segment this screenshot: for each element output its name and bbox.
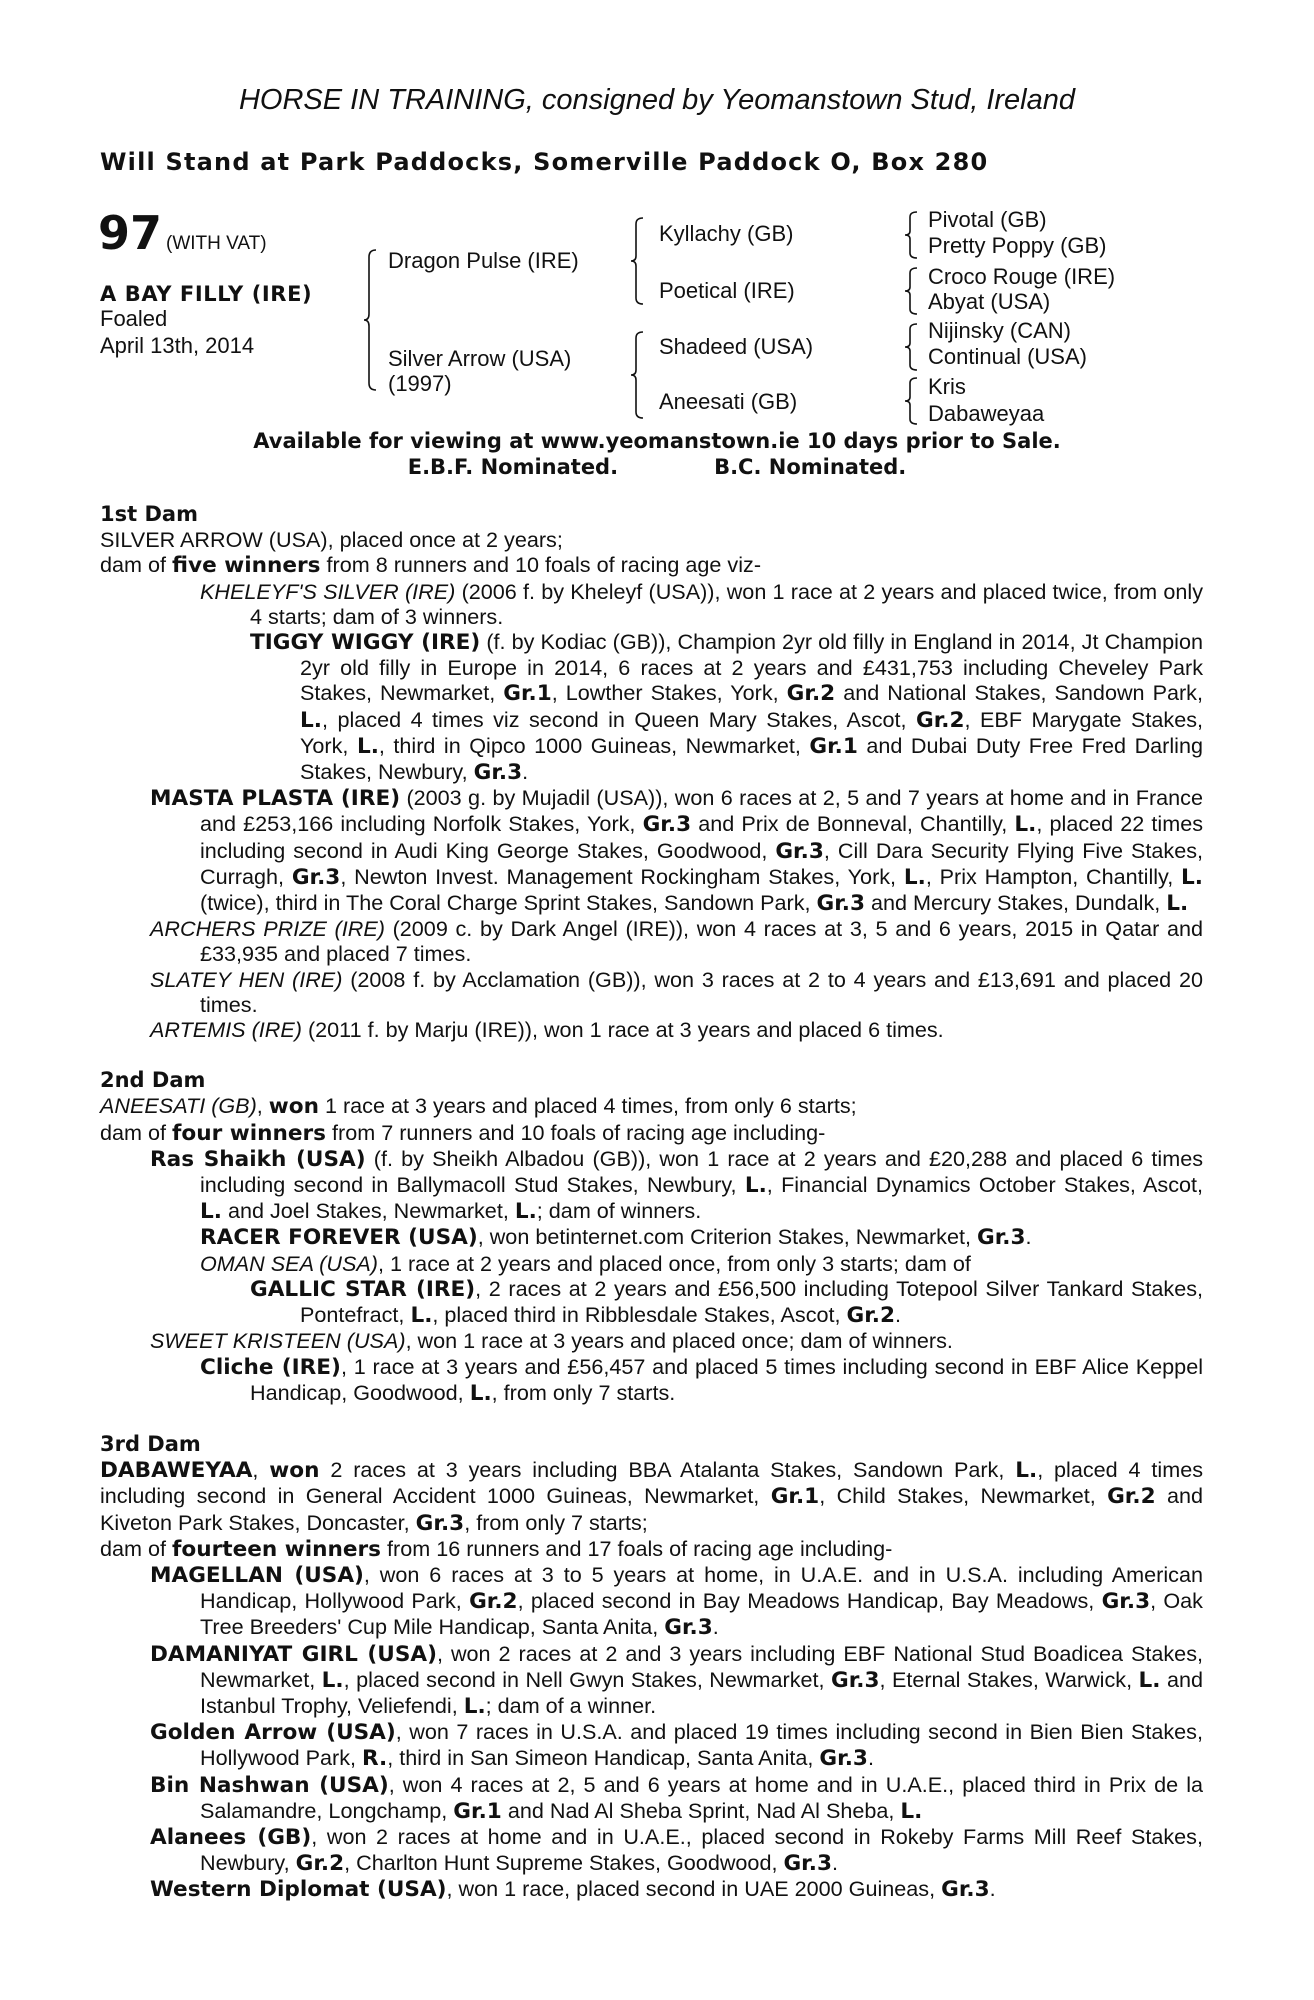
text: , Lowther Stakes, York,: [551, 680, 787, 706]
winners-count: four winners: [172, 1120, 327, 1146]
text: , from only 7 starts.: [491, 1379, 676, 1405]
winners-count: fourteen winners: [172, 1536, 382, 1562]
grade: L.: [300, 707, 322, 733]
text: and Dubai Duty Free Fred Darling Stakes, Newbury,: [300, 732, 1203, 785]
pedigree-g2: Pretty Poppy (GB): [928, 233, 1107, 258]
text: and Istanbul Trophy, Veliefendi,: [200, 1666, 1203, 1718]
page-subtitle: HORSE IN TRAINING, consigned by Yeomanstown Stud, Ireland: [238, 84, 1075, 116]
grade: L.: [903, 864, 926, 890]
list-item: [100, 1276, 1203, 1328]
foaled-label: Foaled: [100, 306, 168, 331]
horse-name: Bin Nashwan (USA): [150, 1772, 389, 1798]
list-item: [100, 1641, 1203, 1720]
text: ,: [252, 1457, 270, 1483]
horse-name: MAGELLAN (USA): [150, 1562, 364, 1588]
grade: L.: [900, 1798, 923, 1824]
horse-name: ARCHERS PRIZE (IRE): [150, 916, 385, 942]
grade: L.: [469, 1380, 492, 1406]
grade: Gr.1: [453, 1798, 502, 1824]
pedigree-notes: [100, 502, 1203, 1903]
horse-name: SWEET KRISTEEN (USA): [150, 1328, 406, 1354]
list-item: [100, 1354, 1203, 1406]
text: (2009 c. by Dark Angel (IRE)), won 4 races at 3, 5 and 6 years, 2015 in Qatar and £33,935 and placed 7 times.: [200, 916, 1203, 967]
list-item: [100, 1719, 1203, 1771]
text: , third in Qipco 1000 Guineas, Newmarket,: [378, 732, 810, 758]
ebf-note: E.B.F. Nominated.: [407, 455, 619, 479]
text: ,: [256, 1093, 269, 1119]
pedigree-g3: Croco Rouge (IRE): [928, 264, 1116, 289]
horse-name: TIGGY WIGGY (IRE): [250, 630, 481, 656]
brace-g3: [905, 322, 919, 372]
pedigree-g5: Nijinsky (CAN): [928, 318, 1071, 343]
text: and Prix de Bonneval, Chantilly,: [691, 811, 1015, 837]
pedigree-sire-dam: Poetical (IRE): [659, 278, 795, 303]
pedigree-dam-year: (1997): [388, 371, 452, 396]
text: , Newton Invest. Management Rockingham Stakes, York,: [340, 863, 904, 889]
grade: L.: [321, 1667, 344, 1693]
text: , won 1 race, placed second in UAE 2000 Guineas,: [446, 1876, 942, 1902]
text: .: [831, 1850, 838, 1876]
grade: L.: [1014, 812, 1037, 838]
brace-main: [364, 248, 378, 392]
horse-name: GALLIC STAR (IRE): [250, 1276, 476, 1302]
text: , won 1 race at 3 years and placed once; dam of winners.: [405, 1328, 953, 1354]
grade: Gr.3: [816, 891, 866, 917]
grade: Gr.3: [642, 812, 692, 838]
text: .: [867, 1745, 874, 1771]
grade: Gr.3: [415, 1510, 465, 1536]
grade: Gr.3: [783, 1851, 832, 1877]
list-item: [100, 916, 1203, 966]
horse-name: Alanees (GB): [150, 1824, 312, 1850]
grade: Gr.3: [830, 1667, 880, 1693]
won-label: won: [268, 1094, 319, 1120]
horse-name: DAMANIYAT GIRL (USA): [150, 1641, 437, 1667]
grade: Gr.3: [941, 1877, 990, 1903]
grade: Gr.3: [473, 760, 523, 786]
text: and Kiveton Park Stakes, Doncaster,: [100, 1483, 1203, 1535]
text: (f. by Kodiac (GB)), Champion 2yr old filly in England in 2014, Jt Champion 2yr old filly in Europe in 2014, 6 races at 2 years and £431,753 including Cheveley Park Stakes, Newmarket,: [300, 629, 1203, 706]
text: (f. by Sheikh Albadou (GB)), won 1 race at 2 years and £20,288 and placed 6 times including second in Ballymacoll Stud Stakes, Newbury,: [200, 1145, 1203, 1198]
pedigree-g7: Kris: [928, 374, 966, 399]
text: dam of: [100, 1535, 173, 1561]
grade: Gr.3: [1101, 1589, 1151, 1615]
text: , won 7 races in U.S.A. and placed 19 times including second in Bien Bien Stakes, Hollywood Park,: [200, 1719, 1203, 1771]
winners-count: five winners: [172, 553, 321, 579]
text: , 1 race at 2 years and placed once, from only 3 starts; dam of: [377, 1250, 971, 1276]
grade: Gr.2: [846, 1303, 896, 1329]
text: , Eternal Stakes, Warwick,: [879, 1666, 1139, 1692]
text: and Nad Al Sheba Sprint, Nad Al Sheba,: [501, 1797, 901, 1823]
text: (2008 f. by Acclamation (GB)), won 3 races at 2 to 4 years and £13,691 and placed 20 times.: [200, 966, 1203, 1017]
list-item: [100, 967, 1203, 1017]
text: , Charlton Hunt Supreme Stakes, Goodwood,: [344, 1850, 784, 1876]
brace-g1: [905, 210, 919, 260]
grade: L.: [1138, 1667, 1161, 1693]
list-item: [100, 1251, 1203, 1276]
text: .: [1025, 1224, 1032, 1250]
horse-name: RACER FOREVER (USA): [200, 1225, 478, 1251]
text: (twice), third in The Coral Charge Sprint Stakes, Sandown Park,: [200, 890, 817, 916]
grade: L.: [200, 1199, 222, 1225]
horse-name: SLATEY HEN (IRE): [150, 966, 343, 992]
text: and Joel Stakes, Newmarket,: [221, 1198, 515, 1224]
third-dam-title: 3rd Dam: [100, 1431, 201, 1456]
pedigree-g1: Pivotal (GB): [928, 207, 1047, 232]
text: ; dam of a winner.: [485, 1692, 657, 1718]
brace-dam: [631, 330, 645, 420]
first-dam-title: 1st Dam: [100, 502, 198, 526]
grade: L.: [356, 733, 379, 759]
text: , 1 race at 3 years and £56,457 and placed 5 times including second in EBF Alice Keppel Handicap, Goodwood,: [250, 1353, 1204, 1405]
horse-name: Ras Shaikh (USA): [150, 1146, 366, 1172]
horse-name: DABAWEYAA: [100, 1458, 253, 1484]
list-item: [100, 1328, 1203, 1353]
pedigree-dam-dam: Aneesati (GB): [659, 389, 798, 414]
grade: R.: [362, 1746, 388, 1772]
pedigree-dam: Silver Arrow (USA): [388, 346, 572, 371]
text: , won 4 races at 2, 5 and 6 years at home and in U.A.E., placed third in Prix de la Salamandre, Longchamp,: [200, 1771, 1203, 1823]
text: dam of: [100, 552, 173, 578]
text: , placed 4 times viz second in Queen Mary Stakes, Ascot,: [321, 706, 916, 732]
first-dam-intro: SILVER ARROW (USA), placed once at 2 years;: [100, 527, 563, 553]
list-item: [100, 629, 1203, 785]
text: 2 races at 3 years including BBA Atalanta Stakes, Sandown Park,: [319, 1457, 1016, 1483]
list-item: [100, 785, 1203, 916]
bc-note: B.C. Nominated.: [714, 455, 907, 479]
first-dam-summary: [100, 552, 1203, 578]
text: dam of: [100, 1119, 173, 1145]
text: from 8 runners and 10 foals of racing age viz-: [320, 552, 762, 578]
text: from 7 runners and 10 foals of racing age including-: [326, 1119, 826, 1145]
pedigree-g4: Abyat (USA): [928, 289, 1051, 314]
text: .: [989, 1876, 996, 1902]
nomination-line: [0, 454, 1314, 480]
text: ; dam of winners.: [536, 1198, 702, 1224]
horse-name: ARTEMIS (IRE): [150, 1017, 302, 1043]
grade: L.: [744, 1173, 767, 1199]
list-item: [100, 579, 1203, 629]
text: , 2 races at 2 years and £56,500 including Totepool Silver Tankard Stakes, Pontefract,: [300, 1275, 1204, 1328]
pedigree-g8: Dabaweyaa: [928, 401, 1045, 426]
lot-foaled: [100, 305, 254, 359]
grade: Gr.2: [916, 707, 965, 733]
text: (2011 f. by Marju (IRE)), won 1 race at 3 years and placed 6 times.: [301, 1017, 944, 1043]
text: , Oak Tree Breeders' Cup Mile Handicap, Santa Anita,: [200, 1588, 1203, 1640]
grade: L.: [410, 1303, 433, 1329]
second-dam-summary: [100, 1120, 1203, 1146]
list-item: [100, 1772, 1203, 1824]
grade: Gr.3: [775, 838, 824, 864]
text: , placed 4 times including second in General Accident 1000 Guineas, Newmarket,: [100, 1457, 1204, 1509]
list-item: [100, 1224, 1203, 1250]
grade: Gr.3: [291, 864, 341, 890]
grade: Gr.3: [819, 1746, 868, 1772]
grade: Gr.1: [503, 681, 552, 707]
grade: Gr.2: [1107, 1484, 1156, 1510]
grade: Gr.3: [664, 1615, 713, 1641]
lot-vat: (WITH VAT): [166, 233, 267, 254]
brace-g2: [905, 266, 919, 316]
sale-notes: [0, 428, 1314, 480]
text: , placed third in Ribblesdale Stakes, Ascot,: [432, 1302, 847, 1328]
list-item: [100, 1146, 1203, 1225]
pedigree-dam-sire: Shadeed (USA): [659, 334, 814, 359]
text: (2006 f. by Kheleyf (USA)), won 1 race at 2 years and placed twice, from only 4 starts; dam of 3 winners.: [250, 578, 1203, 629]
second-dam-intro: [100, 1093, 1203, 1119]
text: , Child Stakes, Newmarket,: [819, 1483, 1108, 1509]
list-item: [100, 1562, 1203, 1641]
grade: L.: [463, 1693, 486, 1719]
grade: Gr.1: [809, 733, 858, 759]
text: , won 6 races at 3 to 5 years at home, in U.A.E. and in U.S.A. including American Handicap, Hollywood Park,: [200, 1561, 1203, 1614]
text: , placed second in Bay Meadows Handicap, Bay Meadows,: [517, 1588, 1102, 1614]
horse-name: ANEESATI (GB): [100, 1093, 257, 1119]
viewing-note: Available for viewing at www.yeomanstown.ie 10 days prior to Sale.: [253, 429, 1061, 453]
third-dam-intro: [100, 1457, 1203, 1536]
venue-line: Will Stand at Park Paddocks, Somerville Paddock O, Box 280: [100, 148, 989, 176]
list-item: [100, 1017, 1203, 1042]
text: , won betinternet.com Criterion Stakes, Newmarket,: [477, 1224, 977, 1250]
horse-name: MASTA PLASTA (IRE): [150, 786, 401, 812]
lot-number: 97: [98, 206, 163, 260]
grade: L.: [1166, 891, 1189, 917]
text: .: [712, 1614, 719, 1640]
second-dam-title: 2nd Dam: [100, 1068, 206, 1093]
text: , placed second in Nell Gwyn Stakes, Newmarket,: [343, 1666, 831, 1692]
text: , from only 7 starts;: [464, 1509, 648, 1535]
text: and National Stakes, Sandown Park,: [835, 680, 1203, 706]
list-item: [100, 1876, 1203, 1902]
lot-name: A BAY FILLY (IRE): [100, 282, 313, 306]
brace-g4: [905, 376, 919, 426]
grade: Gr.2: [469, 1589, 518, 1615]
grade: L.: [1181, 864, 1203, 890]
grade: L.: [1015, 1458, 1038, 1484]
list-item: [100, 1824, 1203, 1876]
pedigree-g6: Continual (USA): [928, 344, 1087, 369]
horse-name: Golden Arrow (USA): [150, 1720, 396, 1746]
grade: L.: [514, 1199, 537, 1225]
horse-name: Western Diplomat (USA): [150, 1877, 447, 1903]
third-dam-summary: [100, 1536, 1203, 1562]
horse-name: KHELEYF'S SILVER (IRE): [200, 578, 456, 604]
horse-name: Cliche (IRE): [200, 1354, 341, 1380]
text: , won 2 races at home and in U.A.E., placed second in Rokeby Farms Mill Reef Stakes, Newbury,: [200, 1823, 1203, 1876]
grade: Gr.1: [770, 1484, 820, 1510]
grade: Gr.3: [976, 1225, 1026, 1251]
won-label: won: [269, 1458, 320, 1484]
pedigree-sire-sire: Kyllachy (GB): [659, 221, 794, 246]
text: , won 2 races at 2 and 3 years including EBF National Stud Boadicea Stakes, Newmarket,: [200, 1640, 1203, 1692]
grade: Gr.2: [786, 681, 836, 707]
grade: Gr.2: [295, 1851, 345, 1877]
text: , third in San Simeon Handicap, Santa Anita,: [387, 1745, 820, 1771]
text: , Financial Dynamics October Stakes, Ascot,: [766, 1172, 1203, 1198]
text: (2003 g. by Mujadil (USA)), won 6 races at 2, 5 and 7 years at home and in France and £253,166 including Norfolk Stakes, York,: [200, 785, 1203, 837]
lot-heading: [98, 206, 267, 260]
text: , EBF Marygate Stakes, York,: [300, 706, 1204, 758]
text: .: [522, 759, 529, 785]
horse-name: OMAN SEA (USA): [200, 1250, 378, 1276]
text: .: [895, 1302, 902, 1328]
text: from 16 runners and 17 foals of racing age including-: [381, 1535, 893, 1561]
foaled-date: April 13th, 2014: [100, 333, 255, 358]
pedigree-sire: Dragon Pulse (IRE): [388, 248, 579, 273]
text: , placed 22 times including second in Audi King George Stakes, Goodwood,: [200, 811, 1204, 863]
text: and Mercury Stakes, Dundalk,: [865, 890, 1167, 916]
text: 1 race at 3 years and placed 4 times, from only 6 starts;: [318, 1093, 857, 1119]
text: , Cill Dara Security Flying Five Stakes, Curragh,: [200, 837, 1203, 889]
text: , Prix Hampton, Chantilly,: [925, 863, 1182, 889]
brace-sire: [631, 216, 645, 306]
